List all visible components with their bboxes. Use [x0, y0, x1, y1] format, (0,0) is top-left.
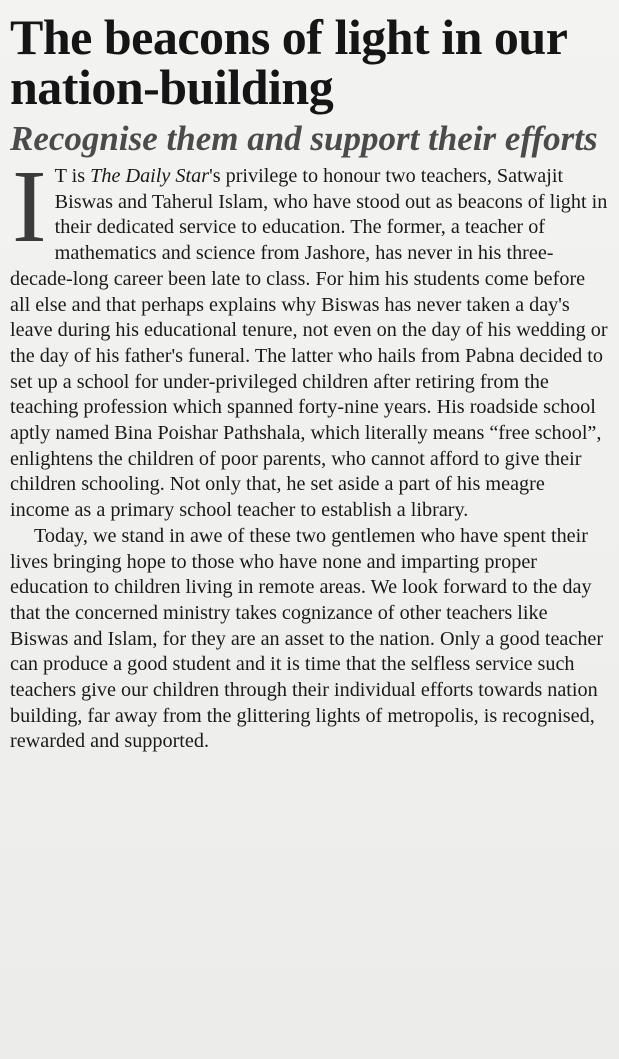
publication-name: The Daily Star [90, 165, 210, 187]
paragraph-1-text: 's privilege to honour two teachers, Satwajit Biswas and Taherul Islam, who have stood out as beacons of light in their dedicated service to education. The former, a teacher of mathematics and science from Jashore, has never in his three-decade-long career been late to class. For him his students come before all else and that perhaps explains why Biswas has never taken a day's leave during his educational tenure, not even on the day of his wedding or the day of his father's funeral. The latter who hails from Pabna decided to set up a school for under-privileged children after retiring from the teaching profession which spanned forty-nine years. His roadside school aptly named Bina Poishar Pathshala, which literally means “free school”, enlightens the children of poor parents, who cannot afford to give their children schooling. Not only that, he set aside a part of his meagre income as a primary school teacher to establish a library. [10, 165, 608, 522]
paragraph-1-lead: T is [54, 165, 91, 187]
subheadline: Recognise them and support their efforts [10, 119, 598, 158]
article-body [10, 149, 609, 755]
drop-cap: I [12, 149, 47, 264]
headline: The beacons of light in our nation-building [10, 9, 567, 115]
paragraph-2: Today, we stand in awe of these two gentlemen who have spent their lives bringing hope to those who have none and imparting proper education to children living in remote areas. We look forward to the day that the concerned ministry takes cognizance of other teachers like Biswas and Islam, for they are an asset to the nation. Only a good teacher can produce a good student and it is time that the selfless service such teachers give our children through their individual efforts towards nation building, far away from the glittering lights of metropolis, is recognised, rewarded and supported. [10, 524, 604, 753]
paragraph-1 [10, 149, 609, 524]
